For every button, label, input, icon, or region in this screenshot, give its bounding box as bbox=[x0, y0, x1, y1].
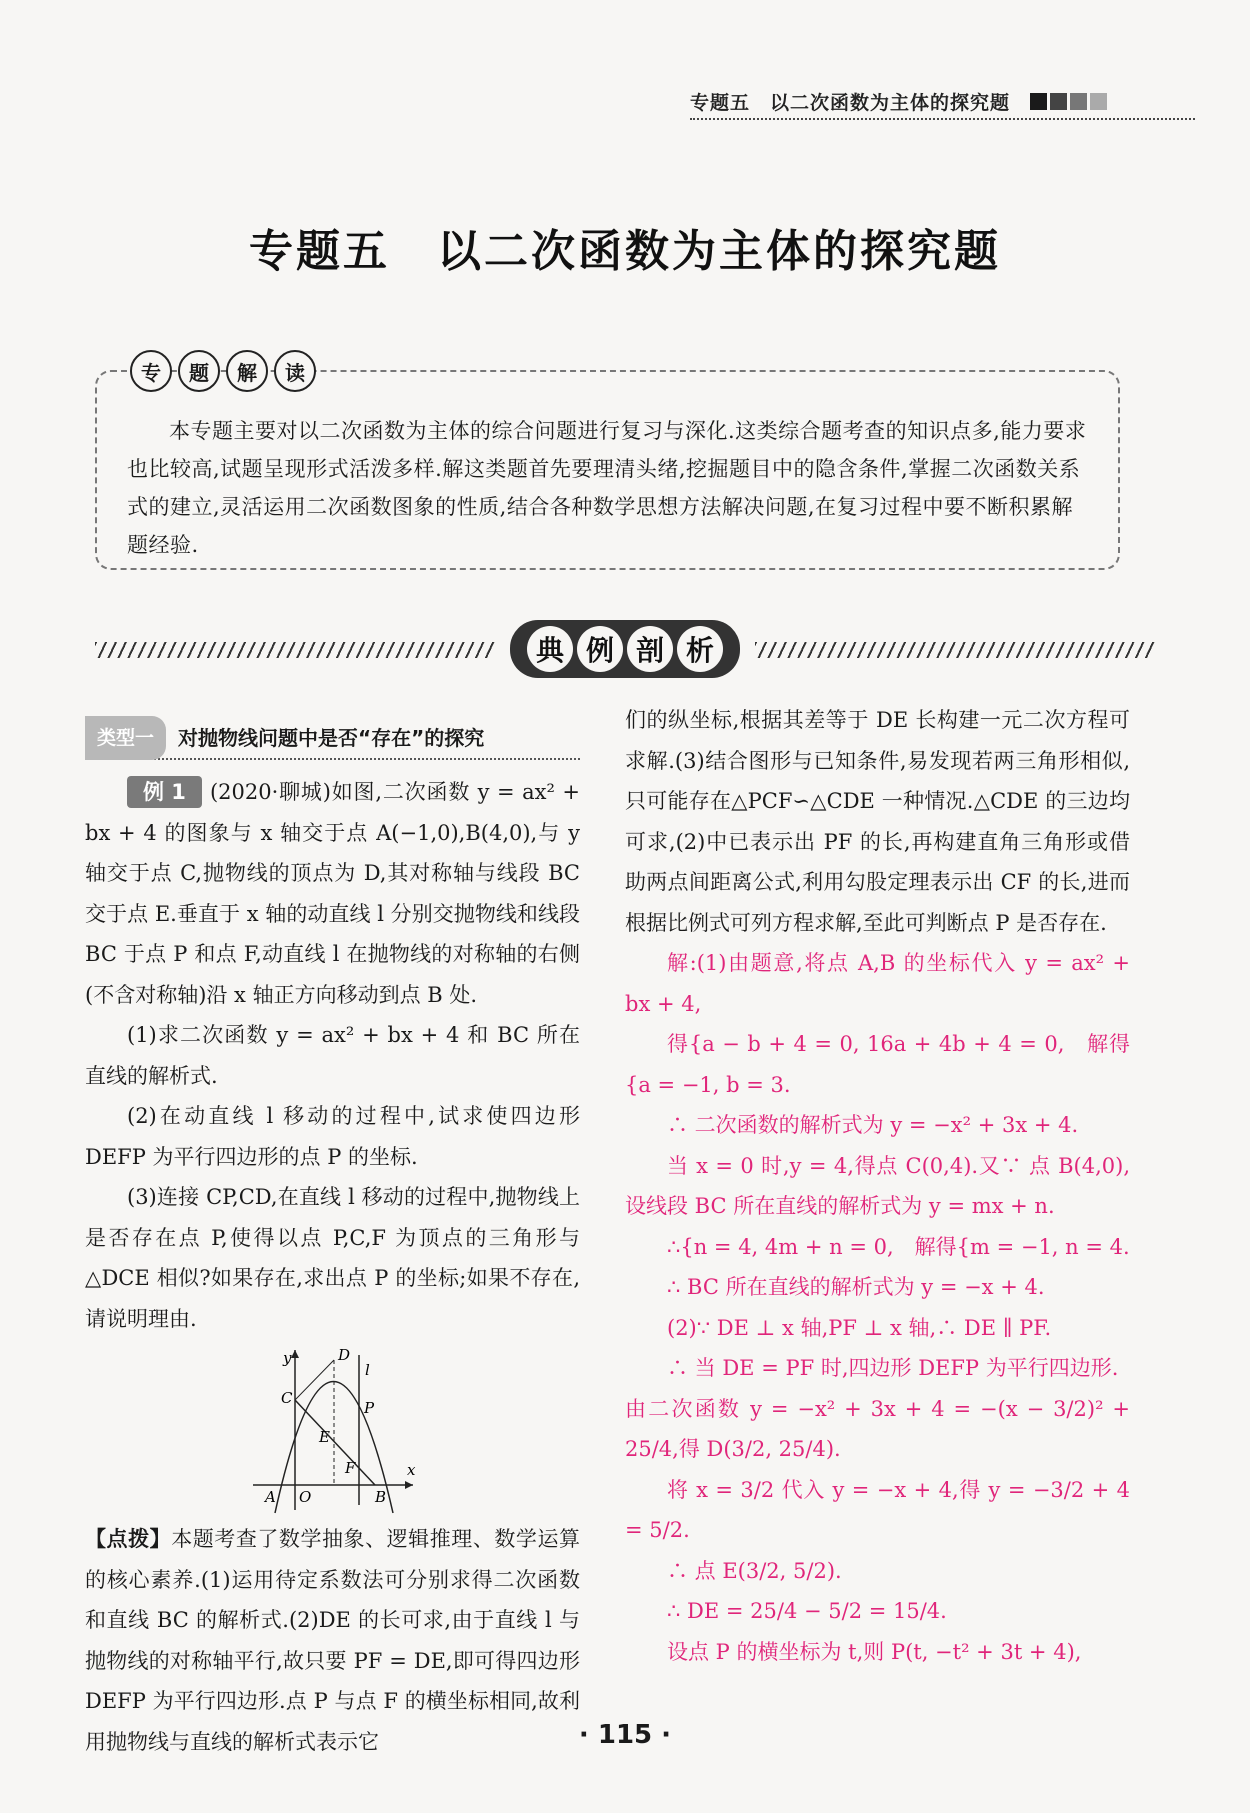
question-2: (2)在动直线 l 移动的过程中,试求使四边形 DEFP 为平行四边形的点 P 的坐标. bbox=[85, 1104, 580, 1169]
solution-line: ∴ 二次函数的解析式为 y = −x² + 3x + 4. bbox=[667, 1113, 1079, 1137]
example-tag: 例 1 bbox=[127, 776, 202, 808]
banner-hatch-right bbox=[755, 642, 1155, 658]
label-l: l bbox=[364, 1361, 370, 1379]
page-title: 专题五 以二次函数为主体的探究题 bbox=[249, 226, 1001, 277]
label-b: B bbox=[374, 1488, 386, 1506]
banner-char: 剖 bbox=[627, 626, 673, 672]
label-o: O bbox=[298, 1488, 311, 1506]
solution-line: 设点 P 的横坐标为 t,则 P(t, −t² + 3t + 4), bbox=[667, 1639, 1082, 1664]
running-title: 专题五 以二次函数为主体的探究题 bbox=[690, 91, 1011, 114]
header-rule bbox=[690, 118, 1195, 120]
left-column bbox=[85, 718, 580, 1762]
label-e: E bbox=[318, 1428, 330, 1446]
example-stem: (2020·聊城)如图,二次函数 y = ax² + bx + 4 的图象与 x 轴交于点 A(−1,0),B(4,0),与 y 轴交于点 C,抛物线的顶点为 D,其对称轴与线段 BC 交于点 E.垂直于 x 轴的动直线 l 分别交抛物线和线段 BC 于点 P 和点 F,动直线 l 在抛物线的对称轴的右侧(不含对称轴)沿 x 轴正方向移动到点 B 处. bbox=[85, 780, 580, 1007]
segment-cd bbox=[295, 1360, 334, 1400]
tip-text: 本题考查了数学抽象、逻辑推理、数学运算的核心素养.(1)运用待定系数法可分别求得二次函数和直线 BC 的解析式.(2)DE 的长可求,由于直线 l 与抛物线的对称轴平行,故只要 PF = DE,即可得四边形 DEFP 为平行四边形.点 P 与点 F 的横坐标相同,故利用抛物线与直线的解析式表示它 bbox=[85, 1527, 581, 1754]
intro-text: 本专题主要对以二次函数为主体的综合问题进行复习与深化.这类综合题考查的知识点多,能力要求也比较高,试题呈现形式活泼多样.解这类题首先要理清头绪,挖掘题目中的隐含条件,掌握二次函数关系式的建立,灵活运用二次函数图象的性质,结合各种数学思想方法解决问题,在复习过程中要不断积累解题经验. bbox=[127, 419, 1087, 557]
solution-line: 将 x = 3/2 代入 y = −x + 4,得 y = −3/2 + 4 = 5/2. bbox=[625, 1477, 1130, 1542]
label-x: x bbox=[406, 1461, 415, 1479]
intro-badge: 读 bbox=[274, 350, 316, 392]
label-y: y bbox=[282, 1349, 291, 1367]
solution-line: ∴ BC 所在直线的解析式为 y = −x + 4. bbox=[667, 1275, 1045, 1299]
header-blocks bbox=[1030, 93, 1107, 110]
solution-line: 由二次函数 y = −x² + 3x + 4 = −(x − 3/2)² + 25/4,得 D(3/2, 25/4). bbox=[625, 1396, 1130, 1461]
intro-badge: 专 bbox=[130, 350, 172, 392]
label-f: F bbox=[344, 1459, 355, 1477]
tip-continuation: 们的纵坐标,根据其差等于 DE 长构建一元二次方程可求解.(3)结合图形与已知条件,易发现若两三角形相似,只可能存在△PCF∽△CDE 一种情况.△CDE 的三边均可求,(2)中已表示出 PF 的长,再构建直角三角形或借助两点间距离公式,利用勾股定理表示出 CF 的长,进而根据比例式可列方程求解,至此可判断点 P 是否存在. bbox=[625, 708, 1130, 935]
page-number: · 115 · bbox=[578, 1720, 672, 1750]
solution-line: ∴ 当 DE = PF 时,四边形 DEFP 为平行四边形. bbox=[667, 1356, 1119, 1380]
section-banner-row bbox=[95, 620, 1155, 680]
question-3: (3)连接 CP,CD,在直线 l 移动的过程中,抛物线上是否存在点 P,使得以点 P,C,F 为顶点的三角形与△DCE 相似?如果存在,求出点 P 的坐标;如果不存在,请说明理由. bbox=[85, 1185, 580, 1331]
example-stem-para bbox=[85, 772, 580, 1015]
solution-line: ∴{n = 4, 4m + n = 0, 解得{m = −1, n = 4. bbox=[667, 1234, 1130, 1259]
solution-line: 得{a − b + 4 = 0, 16a + 4b + 4 = 0, 解得{a = −1, b = 3. bbox=[625, 1032, 1130, 1097]
x-axis-arrow bbox=[405, 1481, 413, 1489]
type-title: 对抛物线问题中是否“存在”的探究 bbox=[178, 725, 485, 750]
intro-badges bbox=[130, 350, 316, 392]
type-tag: 类型一 bbox=[85, 716, 166, 761]
label-p: P bbox=[363, 1399, 374, 1417]
figure-wrap bbox=[85, 1345, 580, 1515]
section-banner bbox=[510, 620, 740, 678]
solution-line: 当 x = 0 时,y = 4,得点 C(0,4).又∵ 点 B(4,0),设线段 BC 所在直线的解析式为 y = mx + n. bbox=[625, 1153, 1130, 1218]
intro-badge: 解 bbox=[226, 350, 268, 392]
type-heading bbox=[85, 718, 580, 760]
header-block-3 bbox=[1070, 93, 1087, 110]
y-axis-arrow bbox=[291, 1350, 299, 1358]
parabola-figure bbox=[243, 1345, 423, 1515]
label-c: C bbox=[280, 1389, 292, 1407]
banner-char: 典 bbox=[527, 626, 573, 672]
header-block-4 bbox=[1090, 93, 1107, 110]
intro-badge: 题 bbox=[178, 350, 220, 392]
header-block-2 bbox=[1050, 93, 1067, 110]
solution-line: ∴ DE = 25/4 − 5/2 = 15/4. bbox=[667, 1599, 947, 1623]
solution bbox=[625, 943, 1130, 1672]
question-1: (1)求二次函数 y = ax² + bx + 4 和 BC 所在直线的解析式. bbox=[85, 1023, 580, 1088]
banner-char: 例 bbox=[577, 626, 623, 672]
intro-box bbox=[95, 370, 1120, 570]
right-column bbox=[625, 700, 1130, 1672]
solution-line: ∴ 点 E(3/2, 5/2). bbox=[667, 1558, 842, 1583]
banner-hatch-left bbox=[95, 642, 495, 658]
solution-line: 解:(1)由题意,将点 A,B 的坐标代入 y = ax² + bx + 4, bbox=[625, 951, 1130, 1016]
label-d: D bbox=[337, 1346, 350, 1364]
label-a: A bbox=[264, 1488, 276, 1506]
tip-tag: 【点拨】 bbox=[85, 1527, 172, 1551]
solution-line: (2)∵ DE ⊥ x 轴,PF ⊥ x 轴,∴ DE ∥ PF. bbox=[667, 1315, 1052, 1340]
running-header bbox=[690, 86, 1190, 116]
banner-char: 析 bbox=[677, 626, 723, 672]
header-block-1 bbox=[1030, 93, 1047, 110]
